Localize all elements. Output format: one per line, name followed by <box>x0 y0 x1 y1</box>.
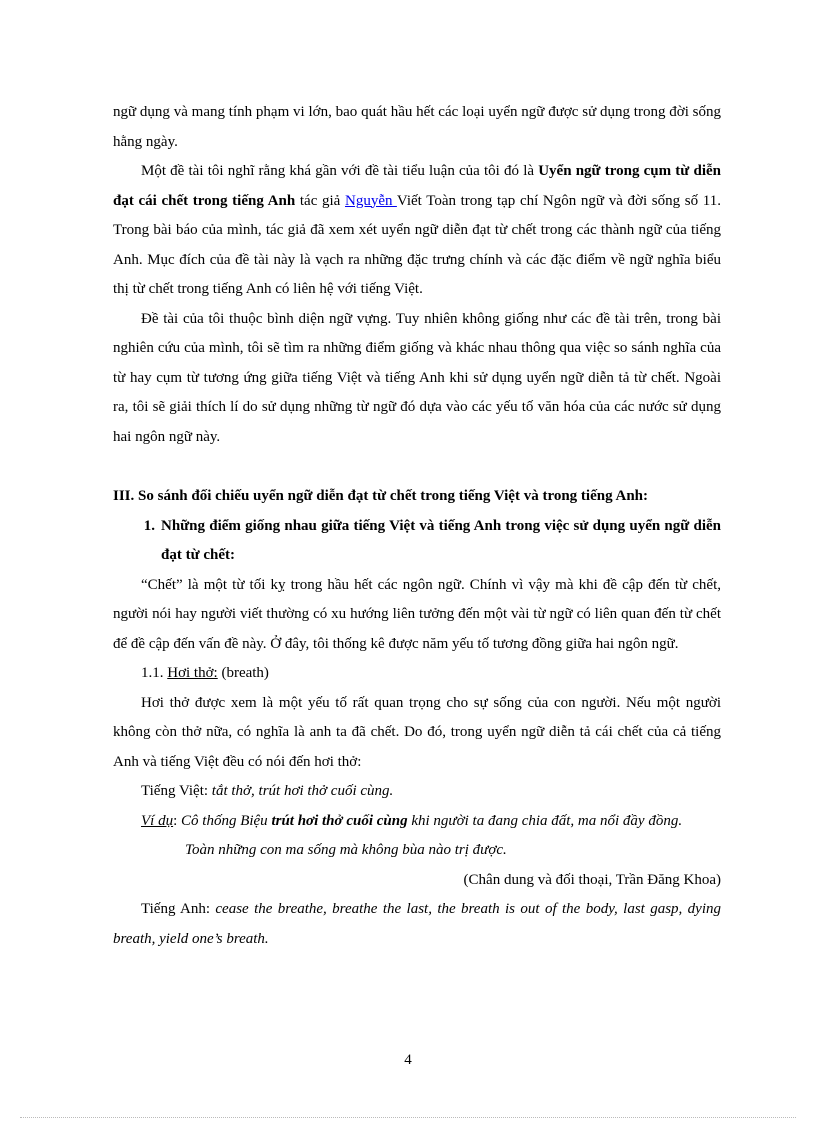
footer-divider <box>20 1117 796 1118</box>
spacer <box>113 452 721 482</box>
page-number: 4 <box>404 1052 412 1068</box>
subsection-number: 1. <box>143 517 155 534</box>
bold-article-title: Uyển ngữ trong cụm từ diễn đạt cái chết trong tiếng Anh <box>113 163 721 209</box>
section-heading: III. So sánh đối chiếu uyển ngữ diễn đạt từ chết trong tiếng Việt và trong tiếng Anh: <box>113 488 649 504</box>
text-span: Viết Toàn trong tạp chí Ngôn ngữ và đời sống số 11. Trong bài báo của mình, tác giả đã xem xét uyển ngữ diễn đạt từ chết trong các thành ngữ của tiếng Anh. Mục đích của đề tài này là vạch ra những đặc trưng chính và các đặc điểm về ngữ nghĩa biểu thị từ chết trong tiếng Anh có liên hệ với tiếng Việt. <box>113 192 721 297</box>
language-label: Tiếng Anh: <box>141 901 216 917</box>
example-highlight: trút hơi thở cuối cùng <box>271 812 408 829</box>
author-link[interactable]: Nguyễn <box>345 192 397 209</box>
sub-subsection-title: Hơi thở: <box>167 665 218 681</box>
sub-subsection-gloss: (breath) <box>217 665 269 681</box>
paragraph-continuation: ngữ dụng và mang tính phạm vi lớn, bao quát hầu hết các loại uyển ngữ được sử dụng trong đời sống hằng ngày. <box>113 104 721 150</box>
subsection-heading <box>113 512 721 571</box>
example-text: khi người ta đang chia đất, ma nổi đầy đồng. <box>407 812 683 829</box>
paragraph-intro: “Chết” là một từ tối kỵ trong hầu hết các ngôn ngữ. Chính vì vậy mà khi đề cập đến từ chết, người nói hay người viết thường có xu hướng liên tưởng đến một vài từ ngữ có liên quan đến từ chết để đề cập đến vấn đề này. Ở đây, tôi thống kê được năm yếu tố tương đồng giữa hai ngôn ngữ. <box>113 576 721 652</box>
example-phrases: tắt thở, trút hơi thở cuối cùng. <box>211 783 394 799</box>
english-examples <box>113 895 721 954</box>
language-label: Tiếng Việt: <box>141 783 212 799</box>
example-source: (Chân dung và đối thoại, Trần Đăng Khoa) <box>463 871 721 888</box>
paragraph-breath: Hơi thở được xem là một yếu tố rất quan trọng cho sự sống của con người. Nếu một người không còn thở nữa, có nghĩa là anh ta đã chết. Do đó, trong uyển ngữ diễn tả cái chết của cả tiếng Anh và tiếng Việt đều có nói đến hơi thở: <box>113 694 721 770</box>
document-page <box>113 98 721 954</box>
example-label: Ví dụ <box>141 812 174 829</box>
paragraph-related-work <box>113 157 721 305</box>
example-colon: : <box>173 812 182 829</box>
example-text: Cô thống Biệu <box>181 812 272 829</box>
paragraph-scope: Đề tài của tôi thuộc bình diện ngữ vựng. Tuy nhiên không giống như các đề tài trên, trong bài nghiên cứu của mình, tôi sẽ tìm ra những điểm giống và khác nhau thông qua việc so sánh nghĩa của từ hay cụm từ tương ứng giữa tiếng Việt và tiếng Anh khi sử dụng uyển ngữ diễn tả từ chết. Ngoài ra, tôi sẽ giải thích lí do sử dụng những từ ngữ đó dựa vào các yếu tố văn hóa của các nước sử dụng hai ngôn ngữ này. <box>113 310 721 445</box>
sub-subsection-number: 1.1. <box>141 665 168 681</box>
text-span: tác giả <box>295 192 345 209</box>
subsection-title: Những điểm giống nhau giữa tiếng Việt và tiếng Anh trong việc sử dụng uyển ngữ diễn đạt từ chết: <box>161 517 721 563</box>
vietnamese-examples <box>113 777 721 807</box>
sub-subsection-heading <box>113 659 721 689</box>
text-span: Một đề tài tôi nghĩ rằng khá gần với đề tài tiểu luận của tôi đó là <box>141 163 539 179</box>
example-sentence <box>113 807 721 837</box>
example-phrases: cease the breathe, breathe the last, the breath is out of the body, last gasp, dying breath, yield one’s breath. <box>113 901 721 947</box>
example-sentence-line2: Toàn những con ma sống mà không bùa nào trị được. <box>185 842 507 858</box>
